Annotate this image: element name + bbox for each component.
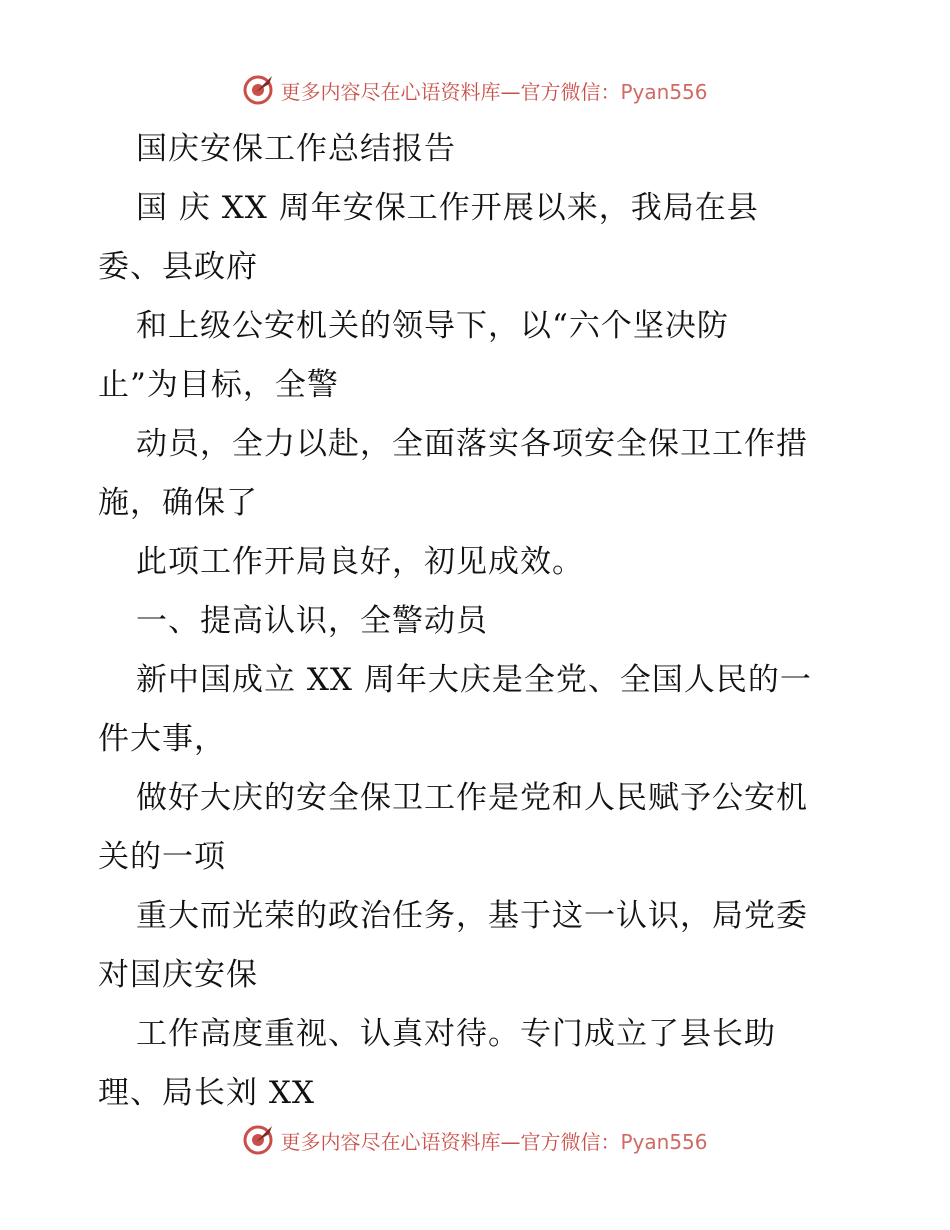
header-banner-text: 更多内容尽在心语资料库—官方微信：Pyan556 [280,79,708,104]
doc-line: 重大而光荣的政治任务，基于这一认识，局党委 [136,898,808,934]
doc-line: 新中国成立 XX 周年大庆是全党、全国人民的一 [136,662,812,698]
doc-line: 动员，全力以赴，全面落实各项安全保卫工作措 [136,426,808,462]
doc-line: 和上级公安机关的领导下，以“六个坚决防 [136,308,729,344]
footer-banner [0,1120,950,1160]
header-banner [0,70,950,110]
document-body [98,120,868,1123]
doc-line: 件大事， [98,721,226,757]
section-heading: 一、提高认识，全警动员 [136,603,488,639]
logo-icon [242,1124,274,1156]
doc-line: 工作高度重视、认真对待。专门成立了县长助 [136,1016,776,1052]
doc-line: 对国庆安保 [98,957,258,993]
logo-icon [242,74,274,106]
doc-line: 关的一项 [98,839,226,875]
doc-line: 止”为目标，全警 [98,367,339,403]
doc-title: 国庆安保工作总结报告 [136,131,456,167]
doc-line: 国 庆 XX 周年安保工作开展以来，我局在县 [136,190,759,226]
doc-line: 委、县政府 [98,249,258,285]
doc-line: 理、局长刘 XX [98,1075,315,1111]
footer-banner-text: 更多内容尽在心语资料库—官方微信：Pyan556 [280,1129,708,1154]
doc-line: 此项工作开局良好，初见成效。 [136,544,584,580]
doc-line: 施，确保了 [98,485,258,521]
doc-line: 做好大庆的安全保卫工作是党和人民赋予公安机 [136,780,808,816]
